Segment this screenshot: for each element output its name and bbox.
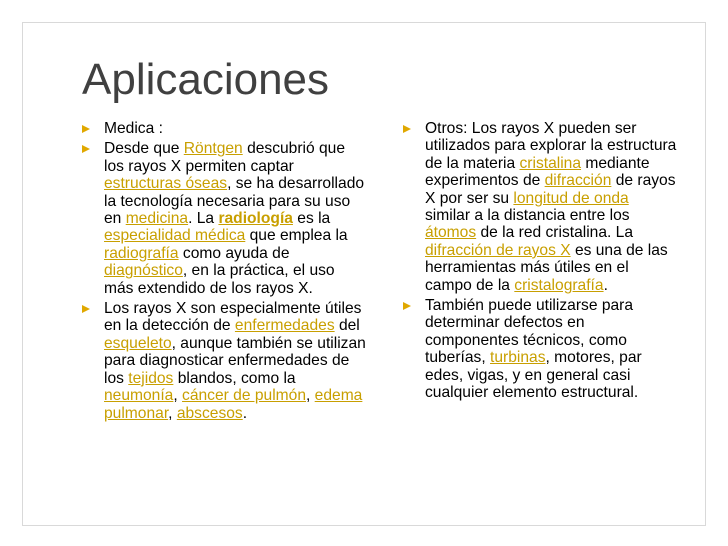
bullet-text: es la xyxy=(292,210,331,228)
hyperlink[interactable]: cáncer de pulmón xyxy=(182,387,306,405)
hyperlink[interactable]: difracción xyxy=(544,172,612,190)
bullet-arrow-icon xyxy=(403,125,411,133)
bullet-text: Otros: Los rayos X pueden ser utilizados para explorar la estructura de la materia xyxy=(425,120,677,172)
hyperlink[interactable]: cristalografía xyxy=(514,276,604,294)
bullet-text: del xyxy=(334,317,360,335)
bullet-item xyxy=(401,297,677,401)
bullet-text: , motores, par edes, vigas, y en general casi cualquier elemento estructural. xyxy=(425,349,642,402)
bullet-arrow-icon xyxy=(82,145,90,153)
bullet-arrow-icon xyxy=(82,305,90,313)
bullet-text: similar a la distancia entre los xyxy=(425,207,630,225)
bullet-text: . xyxy=(242,404,248,422)
bullet-text: También puede utilizarse para determinar defectos en componentes técnicos, como tuberías, xyxy=(425,297,634,367)
hyperlink[interactable]: átomos xyxy=(425,224,477,242)
bullet-text: . xyxy=(603,276,608,294)
hyperlink[interactable]: neumonía xyxy=(104,387,174,405)
bullet-text: que emplea la xyxy=(245,227,348,245)
bullet-text: blandos, como la xyxy=(173,369,296,387)
hyperlink[interactable]: edema pulmonar xyxy=(104,387,363,422)
hyperlink[interactable]: abscesos xyxy=(176,404,243,422)
bullet-arrow-icon xyxy=(82,125,90,133)
bullet-text: Los rayos X son especialmente útiles en la detección de xyxy=(104,300,362,335)
bullet-arrow-icon xyxy=(403,302,411,310)
bullet-text: de rayos X por ser su xyxy=(425,172,676,207)
hyperlink[interactable]: esqueleto xyxy=(104,334,172,352)
bullet-text: , xyxy=(173,387,183,405)
hyperlink[interactable]: cristalina xyxy=(519,154,582,172)
bullet-text: Desde que xyxy=(104,140,184,158)
bullet-text: es una de las herramientas más útiles en el campo de la xyxy=(425,241,668,294)
bullet-item xyxy=(401,120,677,294)
bullet-text: descubrió que los rayos X permiten captar xyxy=(104,140,346,175)
hyperlink[interactable]: radiología xyxy=(218,210,293,228)
hyperlink[interactable]: especialidad médica xyxy=(104,227,246,245)
hyperlink[interactable]: tejidos xyxy=(128,369,174,387)
hyperlink[interactable]: estructuras óseas xyxy=(104,175,228,193)
right-bullet-list xyxy=(401,120,677,402)
hyperlink[interactable]: longitud de onda xyxy=(513,189,629,207)
bullet-text: , xyxy=(168,404,177,422)
hyperlink[interactable]: medicina xyxy=(125,210,189,228)
left-bullet-list xyxy=(80,120,366,422)
bullet-text: , se ha desarrollado la tecnología necesaria para su uso en xyxy=(104,175,365,228)
hyperlink[interactable]: diagnóstico xyxy=(104,262,183,280)
hyperlink[interactable]: enfermedades xyxy=(234,317,335,335)
hyperlink[interactable]: turbinas xyxy=(490,349,546,367)
bullet-text: , xyxy=(306,387,315,405)
bullet-text: , aunque también se utilizan para diagnosticar enfermedades de los xyxy=(104,334,366,387)
hyperlink[interactable]: difracción de rayos X xyxy=(425,241,571,259)
bullet-text: de la red cristalina. La xyxy=(476,224,634,242)
hyperlink[interactable]: Röntgen xyxy=(183,140,243,158)
bullet-text: . La xyxy=(188,210,219,228)
bullet-item xyxy=(80,300,366,422)
hyperlink[interactable]: radiografía xyxy=(104,244,179,262)
left-column xyxy=(80,120,366,425)
right-column xyxy=(401,120,677,405)
bullet-text: , en la práctica, el uso más extendido de los rayos X. xyxy=(104,262,335,297)
bullet-item xyxy=(80,120,366,137)
bullet-text: como ayuda de xyxy=(178,244,290,262)
bullet-text: mediante experimentos de xyxy=(425,154,650,190)
slide-title: Aplicaciones xyxy=(82,55,330,104)
bullet-item xyxy=(80,140,366,297)
bullet-text: Medica : xyxy=(104,120,163,137)
